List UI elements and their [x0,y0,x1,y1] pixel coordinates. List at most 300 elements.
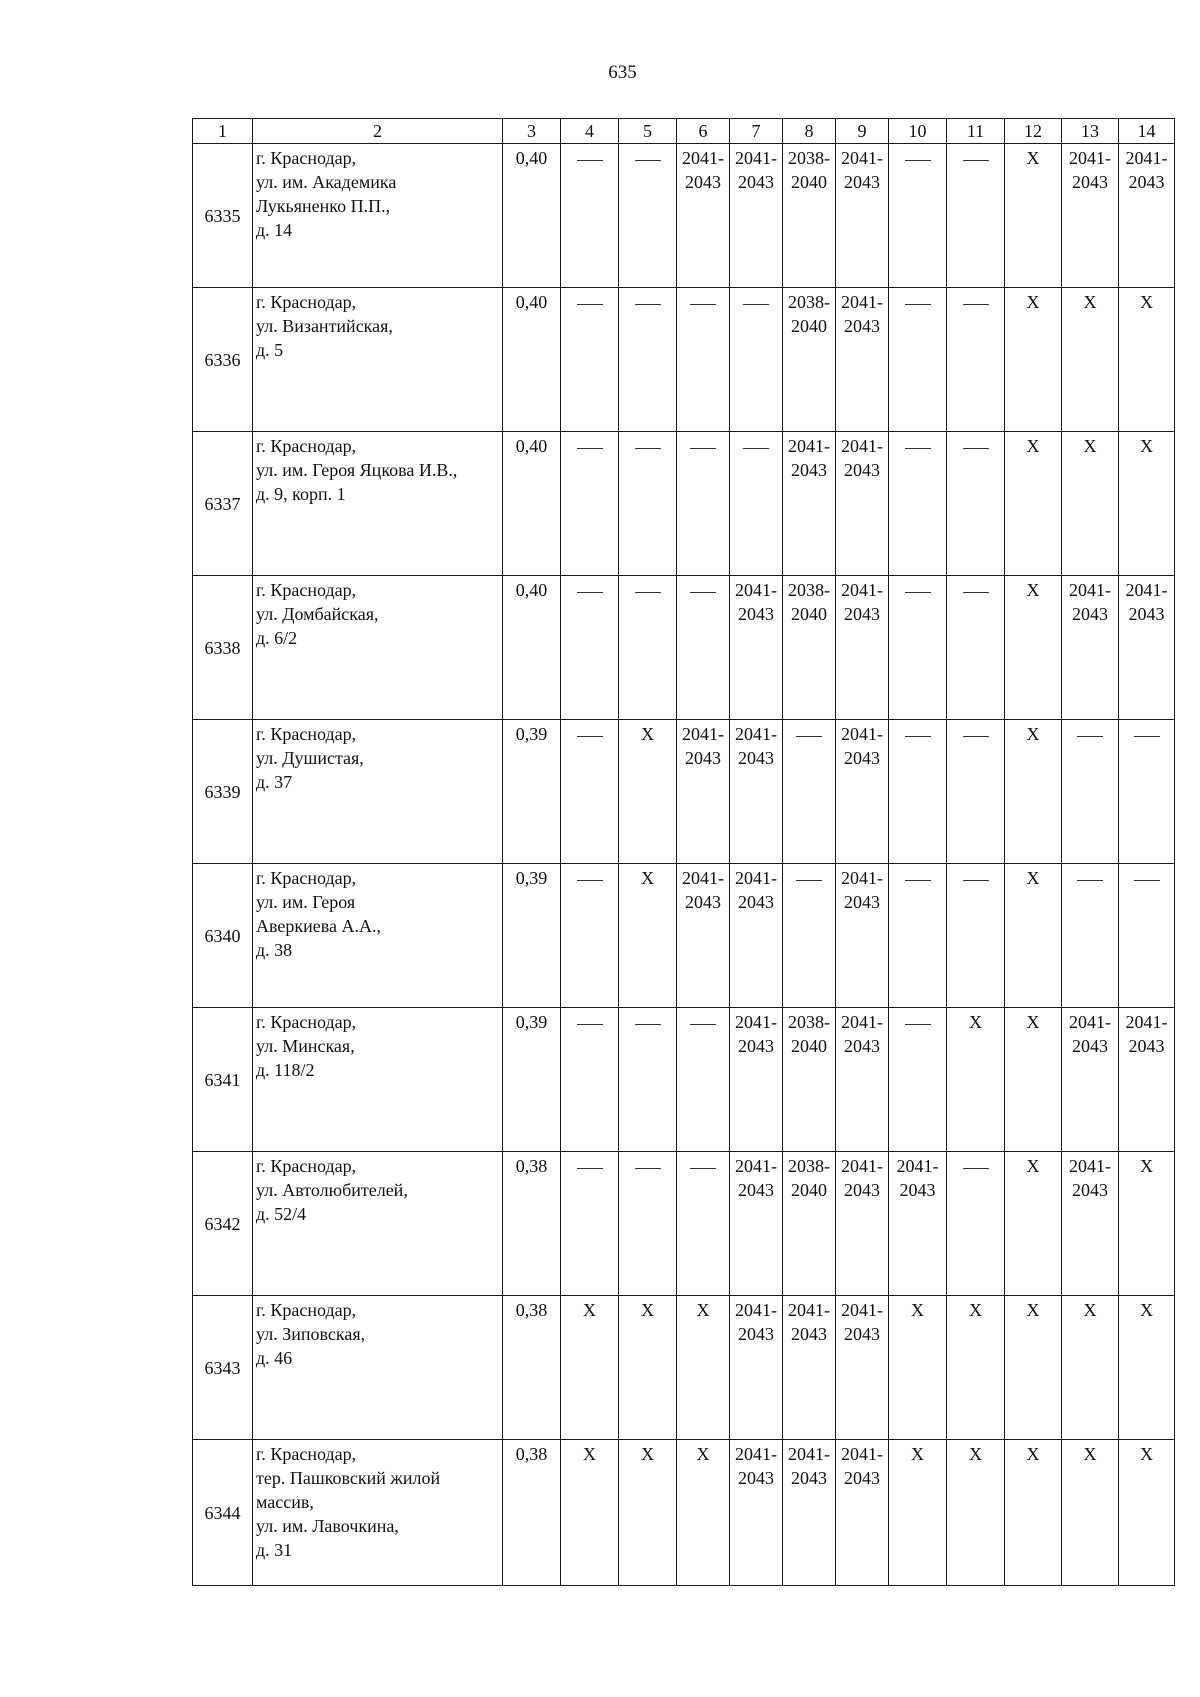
address-line: д. 9, корп. 1 [256,484,346,504]
table-row [193,864,1175,1008]
address-line: д. 5 [256,340,284,360]
year-range-cell [1119,144,1175,288]
year-range-cell [836,432,889,576]
year-range-cell [783,432,836,576]
dash-mark [963,1168,989,1169]
year-start: 2041- [735,1300,777,1320]
address-line: Лукьяненко П.П., [256,196,391,216]
year-start: 2041- [682,724,724,744]
year-start: 2041- [735,868,777,888]
x-cell: X [1119,288,1175,432]
value-cell: 0,38 [503,1296,561,1440]
year-start: 2041- [841,292,883,312]
x-cell: X [1062,288,1119,432]
dash-cell [561,576,619,720]
year-start: 2041- [841,148,883,168]
address-line: г. Краснодар, [256,436,357,456]
dash-cell [1119,720,1175,864]
x-cell: X [1005,864,1062,1008]
dash-mark [905,448,931,449]
year-end: 2040 [791,316,827,336]
value-cell: 0,39 [503,720,561,864]
value-cell: 0,38 [503,1152,561,1296]
year-range-cell [677,864,730,1008]
year-range-cell [836,144,889,288]
year-end: 2043 [844,1036,880,1056]
year-range-cell [836,1152,889,1296]
dash-mark [743,304,769,305]
x-cell: X [889,1440,947,1586]
year-start: 2041- [1069,1156,1111,1176]
year-start: 2041- [735,580,777,600]
year-range-cell [730,576,783,720]
address-line: ул. Домбайская, [256,604,379,624]
year-start: 2041- [1125,1012,1168,1032]
row-number: 6335 [193,144,253,288]
x-cell: X [619,720,677,864]
column-header: 12 [1005,119,1062,144]
year-end: 2043 [844,1468,880,1488]
value-cell: 0,38 [503,1440,561,1586]
address-line: г. Краснодар, [256,724,357,744]
row-number: 6340 [193,864,253,1008]
x-cell: X [1062,1296,1119,1440]
x-cell: X [561,1296,619,1440]
dash-mark [690,304,716,305]
year-end: 2043 [844,748,880,768]
year-range-cell [730,1440,783,1586]
year-range-cell [1062,144,1119,288]
year-end: 2043 [738,1468,774,1488]
year-range-cell [730,1152,783,1296]
dash-cell [947,1152,1005,1296]
dash-mark [1134,736,1160,737]
year-end: 2043 [685,748,721,768]
year-range-cell [1119,576,1175,720]
dash-cell [619,1152,677,1296]
x-cell: X [1005,1296,1062,1440]
x-cell: X [1119,1152,1175,1296]
year-range-cell [677,144,730,288]
value-cell: 0,39 [503,864,561,1008]
year-end: 2043 [738,1180,774,1200]
register-table [192,118,1175,1586]
year-range-cell [836,720,889,864]
year-end: 2040 [791,172,827,192]
value-cell: 0,40 [503,288,561,432]
address-line: ул. им. Лавочкина, [256,1516,399,1536]
year-start: 2038- [788,292,830,312]
year-range-cell [889,1152,947,1296]
year-end: 2043 [685,172,721,192]
dash-cell [561,1008,619,1152]
address-line: тер. Пашковский жилой [256,1468,441,1488]
dash-cell [947,432,1005,576]
address-line: г. Краснодар, [256,868,357,888]
x-cell: X [1005,288,1062,432]
x-cell: X [947,1008,1005,1152]
address-cell [253,1152,503,1296]
x-cell: X [1062,432,1119,576]
dash-cell [677,432,730,576]
dash-cell [619,288,677,432]
dash-cell [1119,864,1175,1008]
address-line: ул. им. Академика [256,172,397,192]
dash-cell [561,1152,619,1296]
value-cell: 0,40 [503,576,561,720]
year-range-cell [783,1152,836,1296]
year-end: 2043 [738,748,774,768]
year-range-cell [730,144,783,288]
year-range-cell [783,1440,836,1586]
dash-mark [963,160,989,161]
column-header: 13 [1062,119,1119,144]
x-cell: X [677,1296,730,1440]
year-start: 2038- [788,148,830,168]
x-cell: X [1005,576,1062,720]
x-cell: X [619,1440,677,1586]
dash-mark [1077,736,1103,737]
x-cell: X [1119,432,1175,576]
dash-cell [783,720,836,864]
table-row [193,1440,1175,1586]
year-end: 2043 [1128,172,1165,192]
year-start: 2041- [841,1444,883,1464]
column-header: 14 [1119,119,1175,144]
address-line: ул. Душистая, [256,748,364,768]
dash-mark [635,160,661,161]
dash-mark [963,736,989,737]
table-row [193,144,1175,288]
year-end: 2043 [1128,1036,1165,1056]
dash-cell [889,144,947,288]
x-cell: X [619,1296,677,1440]
year-start: 2041- [735,1012,777,1032]
x-cell: X [619,864,677,1008]
year-start: 2041- [1125,148,1168,168]
dash-cell [1062,720,1119,864]
address-line: д. 6/2 [256,628,298,648]
dash-cell [619,144,677,288]
address-line: д. 46 [256,1348,293,1368]
year-end: 2043 [1072,604,1108,624]
row-number: 6339 [193,720,253,864]
table-row [193,288,1175,432]
table-row [193,576,1175,720]
value-cell: 0,39 [503,1008,561,1152]
year-start: 2038- [788,1012,830,1032]
year-start: 2041- [788,1444,830,1464]
dash-mark [577,880,603,881]
year-start: 2041- [841,1156,883,1176]
year-end: 2040 [791,604,827,624]
year-start: 2041- [841,724,883,744]
address-cell [253,576,503,720]
address-cell [253,1440,503,1586]
table-row [193,720,1175,864]
dash-cell [889,720,947,864]
x-cell: X [947,1296,1005,1440]
year-range-cell [836,288,889,432]
address-line: массив, [256,1492,314,1512]
year-range-cell [836,1440,889,1586]
year-range-cell [783,144,836,288]
year-start: 2041- [682,148,724,168]
year-range-cell [1062,1008,1119,1152]
year-start: 2041- [1069,148,1111,168]
dash-cell [677,576,730,720]
address-line: д. 14 [256,220,293,240]
address-line: д. 118/2 [256,1060,315,1080]
column-header: 10 [889,119,947,144]
year-range-cell [730,1008,783,1152]
address-cell [253,1008,503,1152]
dash-mark [577,448,603,449]
dash-mark [1134,880,1160,881]
value-cell: 0,40 [503,432,561,576]
dash-mark [635,304,661,305]
dash-mark [690,448,716,449]
year-start: 2038- [788,1156,830,1176]
year-range-cell [836,1008,889,1152]
year-range-cell [836,576,889,720]
dash-cell [889,432,947,576]
year-start: 2041- [841,436,883,456]
dash-mark [743,448,769,449]
year-end: 2043 [1128,604,1165,624]
dash-cell [1062,864,1119,1008]
x-cell: X [1005,1152,1062,1296]
header-row [193,119,1175,144]
address-cell [253,144,503,288]
dash-cell [947,864,1005,1008]
dash-mark [905,736,931,737]
dash-mark [577,592,603,593]
address-cell [253,720,503,864]
year-start: 2041- [735,1444,777,1464]
year-start: 2041- [1125,580,1168,600]
dash-cell [561,144,619,288]
column-header: 3 [503,119,561,144]
dash-cell [677,288,730,432]
column-header: 8 [783,119,836,144]
dash-cell [619,432,677,576]
table-row [193,432,1175,576]
year-start: 2041- [735,724,777,744]
year-end: 2043 [899,1180,936,1200]
column-header: 7 [730,119,783,144]
address-line: Аверкиева А.А., [256,916,381,936]
dash-mark [690,1024,716,1025]
year-end: 2043 [844,604,880,624]
x-cell: X [947,1440,1005,1586]
year-start: 2041- [896,1156,939,1176]
dash-cell [889,576,947,720]
year-range-cell [730,720,783,864]
address-line: г. Краснодар, [256,580,357,600]
table-body [193,144,1175,1586]
dash-cell [561,720,619,864]
x-cell: X [1005,1008,1062,1152]
year-range-cell [1062,1152,1119,1296]
year-end: 2043 [685,892,721,912]
dash-cell [947,144,1005,288]
address-line: г. Краснодар, [256,1444,357,1464]
year-range-cell [1062,576,1119,720]
dash-cell [889,864,947,1008]
x-cell: X [677,1440,730,1586]
address-line: ул. Автолюбителей, [256,1180,408,1200]
dash-mark [905,592,931,593]
dash-mark [905,880,931,881]
dash-cell [561,288,619,432]
address-line: д. 52/4 [256,1204,307,1224]
address-line: ул. Византийская, [256,316,393,336]
x-cell: X [1005,144,1062,288]
dash-mark [963,304,989,305]
dash-mark [577,1024,603,1025]
address-line: ул. им. Героя [256,892,356,912]
address-cell [253,1296,503,1440]
dash-mark [796,736,822,737]
address-line: г. Краснодар, [256,292,357,312]
year-end: 2043 [844,1180,880,1200]
year-range-cell [783,1296,836,1440]
dash-cell [619,576,677,720]
dash-mark [905,304,931,305]
year-start: 2041- [841,580,883,600]
dash-mark [635,448,661,449]
dash-mark [635,1168,661,1169]
year-end: 2043 [1072,172,1108,192]
year-range-cell [783,576,836,720]
year-start: 2041- [841,868,883,888]
year-range-cell [783,288,836,432]
x-cell: X [1119,1440,1175,1586]
x-cell: X [561,1440,619,1586]
address-line: г. Краснодар, [256,148,357,168]
year-end: 2043 [791,460,827,480]
address-line: д. 37 [256,772,293,792]
column-header: 11 [947,119,1005,144]
year-end: 2043 [844,460,880,480]
year-start: 2041- [788,1300,830,1320]
year-range-cell [730,864,783,1008]
address-line: ул. им. Героя Яцкова И.В., [256,460,458,480]
address-cell [253,864,503,1008]
x-cell: X [1005,1440,1062,1586]
dash-cell [947,288,1005,432]
dash-cell [730,432,783,576]
x-cell: X [1005,720,1062,864]
page-number: 635 [608,62,637,83]
address-line: ул. Зиповская, [256,1324,366,1344]
column-header: 1 [193,119,253,144]
year-range-cell [1119,1008,1175,1152]
dash-mark [796,880,822,881]
address-line: д. 31 [256,1540,293,1560]
dash-cell [889,288,947,432]
column-header: 2 [253,119,503,144]
row-number: 6343 [193,1296,253,1440]
dash-mark [577,304,603,305]
table-row [193,1296,1175,1440]
year-range-cell [836,1296,889,1440]
year-start: 2041- [735,1156,777,1176]
dash-mark [690,1168,716,1169]
address-line: г. Краснодар, [256,1156,357,1176]
dash-cell [947,720,1005,864]
year-end: 2043 [791,1324,827,1344]
address-cell [253,288,503,432]
dash-cell [619,1008,677,1152]
year-end: 2043 [844,316,880,336]
dash-mark [963,880,989,881]
dash-cell [730,288,783,432]
year-end: 2040 [791,1180,827,1200]
dash-mark [577,736,603,737]
year-start: 2041- [1069,1012,1111,1032]
year-end: 2040 [791,1036,827,1056]
value-cell: 0,40 [503,144,561,288]
year-range-cell [730,1296,783,1440]
year-start: 2041- [788,436,830,456]
dash-cell [561,432,619,576]
dash-cell [889,1008,947,1152]
address-line: д. 38 [256,940,293,960]
address-line: г. Краснодар, [256,1300,357,1320]
x-cell: X [1005,432,1062,576]
year-end: 2043 [738,1324,774,1344]
dash-cell [677,1152,730,1296]
year-end: 2043 [1072,1036,1108,1056]
year-range-cell [783,1008,836,1152]
dash-cell [783,864,836,1008]
dash-cell [677,1008,730,1152]
address-cell [253,432,503,576]
row-number: 6341 [193,1008,253,1152]
x-cell: X [1062,1440,1119,1586]
year-end: 2043 [844,892,880,912]
year-end: 2043 [738,172,774,192]
year-end: 2043 [738,604,774,624]
year-start: 2041- [682,868,724,888]
column-header: 4 [561,119,619,144]
row-number: 6342 [193,1152,253,1296]
year-start: 2041- [841,1300,883,1320]
table-row [193,1152,1175,1296]
year-end: 2043 [738,892,774,912]
row-number: 6344 [193,1440,253,1586]
dash-mark [635,592,661,593]
year-start: 2041- [1069,580,1111,600]
dash-mark [905,160,931,161]
dash-mark [1077,880,1103,881]
year-end: 2043 [844,172,880,192]
dash-mark [905,1024,931,1025]
year-range-cell [677,720,730,864]
year-start: 2038- [788,580,830,600]
year-start: 2041- [841,1012,883,1032]
dash-mark [577,1168,603,1169]
row-number: 6336 [193,288,253,432]
column-header: 6 [677,119,730,144]
year-end: 2043 [1072,1180,1108,1200]
table-row [193,1008,1175,1152]
address-line: ул. Минская, [256,1036,355,1056]
dash-mark [963,592,989,593]
column-header: 9 [836,119,889,144]
